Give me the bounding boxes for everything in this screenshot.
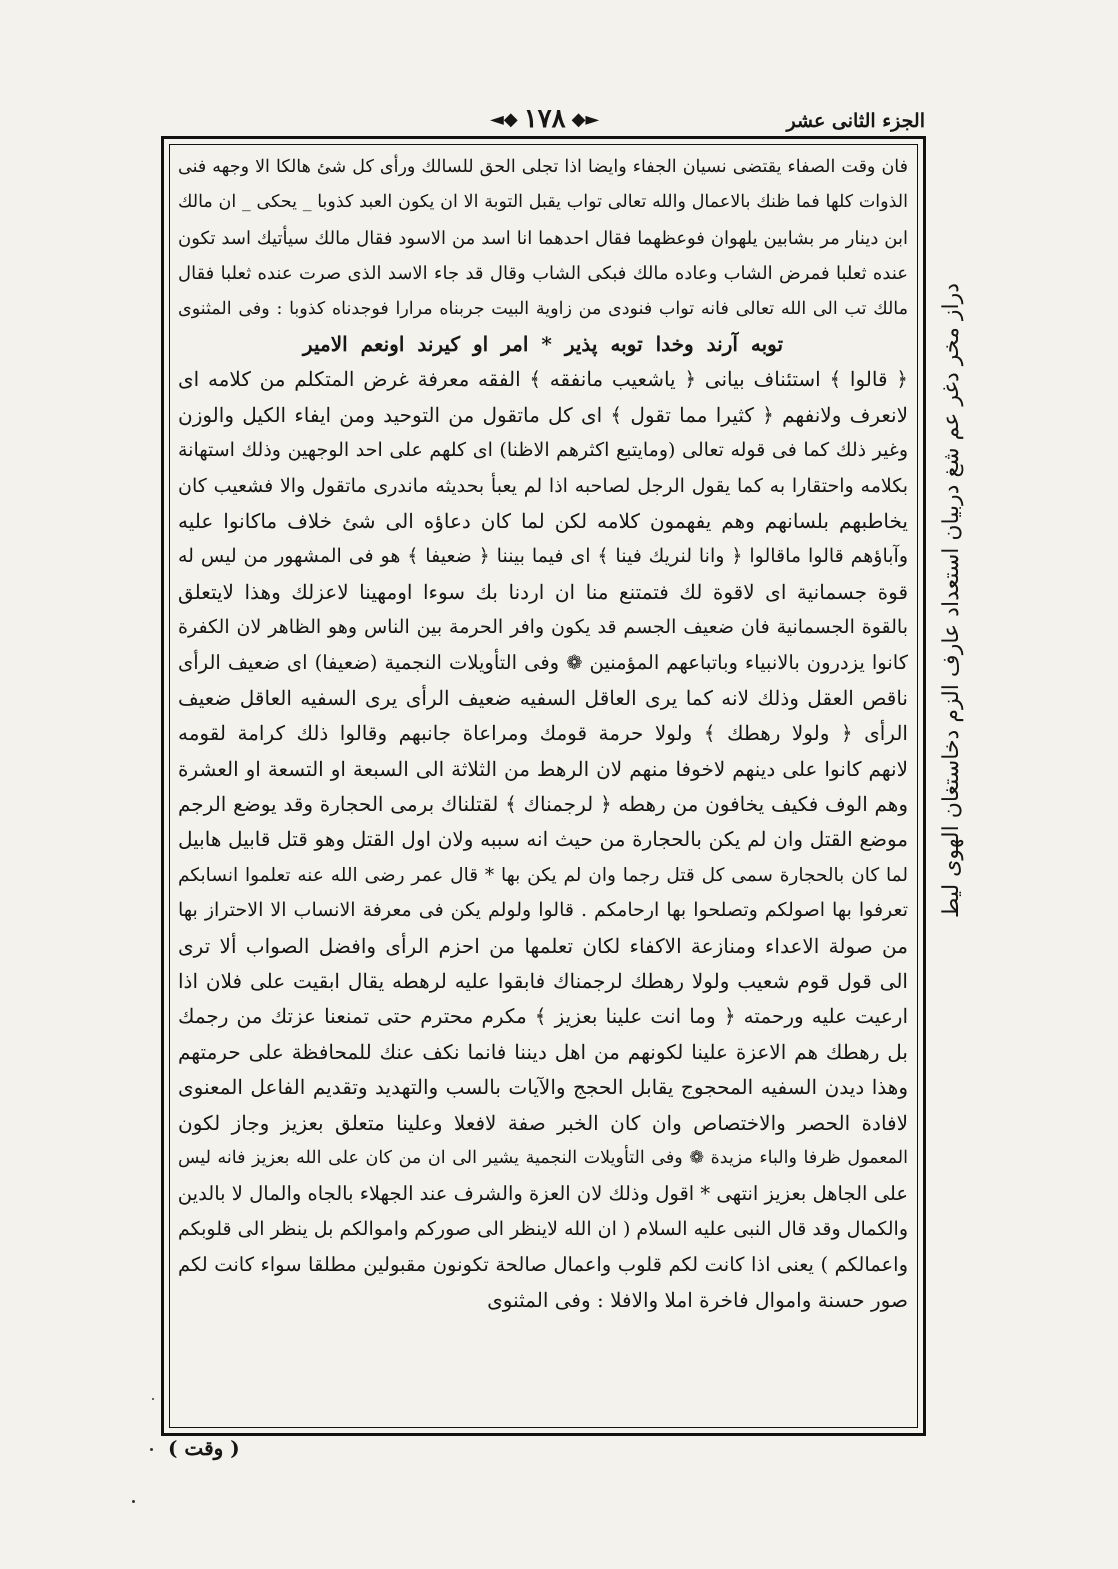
text-line: من صولة الاعداء ومنازعة الاكفاء لكان تعلمها من احزم الرأى وافضل الصواب ألا ترى [178,933,908,958]
ornament-left-icon: ◄◆ [490,108,518,130]
text-line: موضع القتل وان لم يكن بالحجارة من حيث انه سببه ولان اول القتل وهو قتل قابيل هابيل [178,827,908,852]
text-line: ارعيت عليه ورحمته ﴿ وما انت علينا بعزيز ﴾ مكرم محترم حتى تمنعنا عزتك من رجمك [178,1004,908,1029]
text-line: قوة جسمانية اى لاقوة لك فتمتنع منا ان اردنا بك سوءا اومهينا لاعزلك وهذا لايتعلق [178,579,908,604]
text-line: لما كان بالحجارة سمى كل قتل رجما وان لم يكن بها * قال عمر رضى الله عنه تعلموا انسابكم [178,864,908,886]
ink-speck [152,1398,154,1400]
page-number-group [490,104,599,134]
catchword: ( وقت ) [168,1436,240,1460]
text-line: وآباؤهم قالوا ماقالوا ﴿ وانا لنريك فينا ﴾ اى فيما بيننا ﴿ ضعيفا ﴾ هو فى المشهور من ليس له [178,545,908,568]
text-line: صور حسنة واموال فاخرة املا والافلا : وفى المثنوى [487,1287,908,1312]
text-line: واعمالكم ) يعنى اذا كانت لكم قلوب واعمال صالحة تكونون مقبولين مطلقا سواء كانت لكم [178,1253,908,1277]
text-line: الرأى ﴿ ولولا رهطك ﴾ ولولا حرمة قومك ومراعاة جانبهم وقالوا ذلك كرامة لقومه [178,721,908,746]
text-line: بل رهطك هم الاعزة علينا لكونهم من اهل ديننا فانما نكف عنك للمحافظة على حرمتهم [178,1039,908,1064]
text-line: ﴿ قالوا ﴾ استئناف بيانى ﴿ ياشعيب مانفقه ﴾ الفقه معرفة غرض المتكلم من كلامه اى [178,367,908,392]
text-line: لانعرف ولانفهم ﴿ كثيرا مما تقول ﴾ اى كل ماتقول من التوحيد ومن ايفاء الكيل والوزن [178,402,908,427]
text-line: فان وقت الصفاء يقتضى نسيان الجفاء وايضا اذا تجلى الحق للسالك ورأى كل شئ هالكا الا وجهه فنى [178,157,908,177]
text-line: يخاطبهم بلسانهم وهم يفهمون كلامه لكن لما كان دعاؤه الى شئ خلاف ماكانوا عليه [178,508,908,533]
text-line: ناقص العقل وذلك لانه كما يرى العاقل السفيه ضعيف الرأى يرى السفيه العاقل ضعيف [178,685,908,710]
volume-title: الجزء الثانى عشر [786,110,925,132]
text-line: وغير ذلك كما فى قوله تعالى (ومايتبع اكثرهم الاظنا) اى كلهم على احد الوجهين وذلك استهانة [178,439,908,462]
text-line: وهذا ديدن السفيه المحجوج يقابل الحجج والآيات بالسب والتهديد وتقديم الفاعل المعنوى [178,1075,908,1100]
verse-line: توبه آرند وخدا توبه پذير * امر او كيرند اونعم الامير [302,331,784,356]
text-line: ابن دينار مر بشابين يلهوان فوعظهما فقال احدهما انا اسد من الاسود فقال مالك سيأتيك اسد تكون [178,227,908,249]
page-header [150,104,925,140]
ink-speck [150,1448,153,1451]
text-line: لافادة الحصر والاختصاص وان كان الخبر صفة لافعلا وعلينا متعلق بعزيز وجاز لكون [178,1110,908,1135]
main-text [178,150,908,1318]
text-line: المعمول ظرفا والباء مزيدة ❁ وفى التأويلات النجمية يشير الى ان من كان على الله بعزيز فانه ليس [178,1147,908,1168]
text-line: عنده ثعلبا فمرض الشاب وعاده مالك فبكى الشاب وقال قد جاء الاسد الذى صرت عنده ثعلبا فقال [178,263,908,285]
page-number: ١٧٨ [523,104,566,134]
text-line: على الجاهل بعزيز انتهى * اقول وذلك لان العزة والشرف عند الجهلاء بالجاه والمال لا بالدين [178,1182,908,1206]
text-line: كانوا يزدرون بالانبياء وباتباعهم المؤمنين ❁ وفى التأويلات النجمية (ضعيفا) اى ضعيف الرأى [178,651,908,675]
text-line: بالقوة الجسمانية فان ضعيف الجسم قد يكون وافر الحرمة بين الناس وهو الظاهر لان الكفرة [178,616,908,639]
text-line: والكمال وقد قال النبى عليه السلام ( ان الله لاينظر الى صوركم واموالكم بل ينظر الى قلوبكم [178,1217,908,1240]
margin-note-text: دراز مخر دغر عم شغ دربيان استعداد عارف الزم دخاستغان الهوى ليط [939,282,965,918]
ink-speck [132,1500,135,1503]
text-line: الى قول قوم شعيب ولولا رهطك لرجمناك فابقوا عليه لرهطه يقال ابقيت على فلان اذا [178,968,908,993]
text-line: الذوات كلها فما ظنك بالاعمال والله تعالى تواب يقبل التوبة الا ان يكون العبد كذوبا _ يحكى _ ان مالك [178,192,908,213]
text-line: مالك تب الى الله تعالى فانه تواب فنودى من زاوية البيت جربناه مرارا فوجدناه كذوبا : وفى المثنوى [178,298,908,319]
ornament-right-icon: ◆► [571,108,600,130]
text-line: بكلامه واحتقارا به كما يقول الرجل لصاحبه اذا لم يعبأ بحديثه ماندرى ماتقول والا فشعيب كان [178,474,908,497]
text-line: وهم الوف فكيف يخافون من رهطه ﴿ لرجمناك ﴾ لقتلناك برمى الحجارة وقد يوضع الرجم [178,792,908,817]
margin-note [930,180,974,1020]
text-line: لانهم كانوا على دينهم لاخوفا منهم لان الرهط من الثلاثة الى السبعة او التسعة او العشرة [178,756,908,781]
text-line: تعرفوا بها اصولكم وتصلحوا بها ارحامكم . قالوا ولولم يكن فى معرفة الانساب الا الاحتراز بها [178,899,908,922]
